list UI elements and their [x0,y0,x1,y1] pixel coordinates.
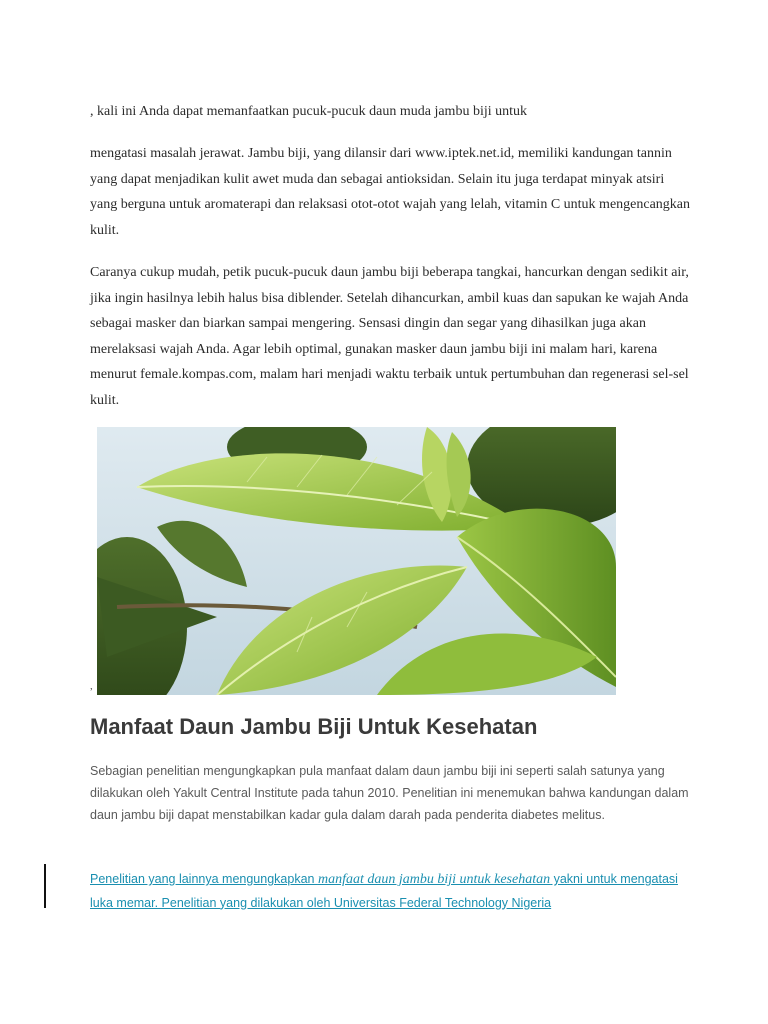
paragraph-mask-method: Caranya cukup mudah, petik pucuk-pucuk daun jambu biji beberapa tangkai, hancurkan dengan sedikit air, jika ingin hasilnya lebih halus bisa diblender. Setelah dihancurkan, ambil kuas dan sapukan ke wajah Anda sebagai masker dan biarkan sampai mengering. Sensasi dingin dan segar yang dihasilkan juga akan merelaksasi wajah Anda. Agar lebih optimal, gunakan masker daun jambu biji ini malam hari, karena menurut female.kompas.com, malam hari menjadi waktu terbaik untuk pertumbuhan dan regenerasi sel-sel kulit. [90,265,689,408]
paragraph-diabetes-research: Sebagian penelitian mengungkapkan pula manfaat dalam daun jambu biji ini seperti salah satunya yang dilakukan oleh Yakult Central Institute pada tahun 2010. Penelitian ini menemukan bahwa kandungan dalam daun jambu biji dapat menstabilkan kadar gula dalam darah pada penderita diabetes melitus. [90,764,689,823]
research-link[interactable] [90,872,678,910]
link-text-before: Penelitian yang lainnya mengungkapkan [90,872,318,886]
section-heading: Manfaat Daun Jambu Biji Untuk Kesehatan [90,714,538,739]
link-text-emphasis: manfaat daun jambu biji untuk kesehatan [317,872,551,887]
link-text-after: yakni untuk mengatasi luka memar. Penelitian yang dilakukan oleh Universitas Federal Technology Nigeria [90,872,678,910]
intro-line: , kali ini Anda dapat memanfaatkan pucuk-pucuk daun muda jambu biji untuk [90,104,528,119]
image-caption-mark: , [90,680,93,692]
paragraph-acne-benefits: mengatasi masalah jerawat. Jambu biji, yang dilansir dari www.iptek.net.id, memiliki kandungan tannin yang dapat menjadikan kulit awet muda dan sebagai antioksidan. Selain itu juga terdapat minyak atsiri yang berguna untuk aromaterapi dan relaksasi otot-otot wajah yang lelah, vitamin C untuk mengencangkan kulit. [90,146,691,238]
text-cursor-bar [44,864,46,908]
guava-leaves-photo [97,427,616,695]
research-link-paragraph[interactable] [90,868,690,914]
